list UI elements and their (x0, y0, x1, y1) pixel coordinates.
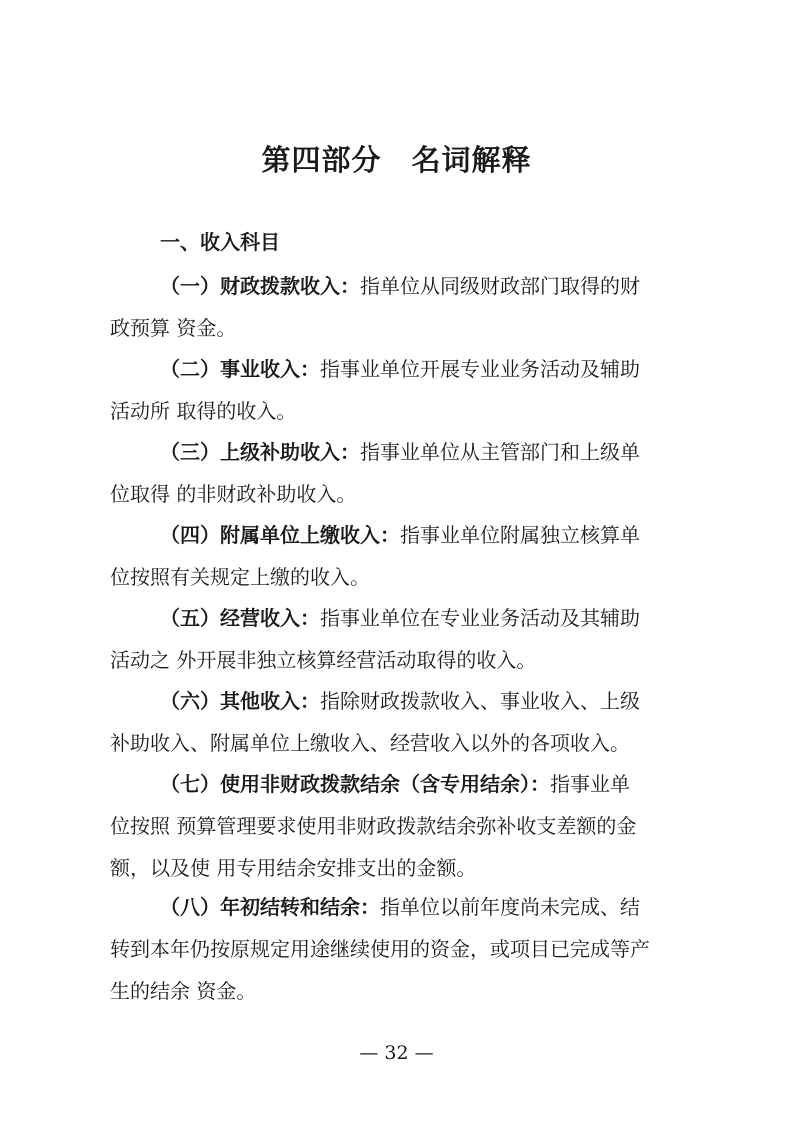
definition: 指事业单位在专业业务活动及其辅助 (320, 606, 640, 630)
page-number: — 32 — (359, 1042, 434, 1064)
section-heading: 一、收入科目 (160, 230, 280, 254)
definition-line: 生的结余 资金。 (110, 979, 257, 1003)
term: （七）使用非财政拨款结余（含专用结余）： (160, 772, 550, 796)
term: （四）附属单位上缴收入： (160, 523, 400, 547)
definition: 指事业单位附属独立核算单 (400, 523, 640, 547)
definition-line: 转到本年仍按原规定用途继续使用的资金，或项目已完成等产 (110, 937, 650, 961)
paragraph (110, 763, 670, 889)
definition: 指单位以前年度尚未完成、结 (380, 895, 640, 919)
term: （六）其他收入： (160, 689, 320, 713)
paragraph (110, 886, 670, 1012)
definition: 指事业单位从主管部门和上级单 (360, 440, 640, 464)
definition-line: 额，以及使 用专用结余安排支出的金额。 (110, 856, 477, 880)
paragraph (110, 348, 670, 432)
definition: 指事业单 (550, 772, 630, 796)
title-part: 名词解释 (411, 143, 532, 177)
paragraph (110, 431, 670, 515)
paragraph (110, 265, 670, 349)
title-part: 第四部分 (261, 143, 382, 177)
definition-line: 活动之 外开展非独立核算经营活动取得的收入。 (110, 648, 537, 672)
definition-line: 位按照有关规定上缴的收入。 (110, 565, 370, 589)
definition-line: 位按照 预算管理要求使用非财政拨款结余弥补收支差额的金 (110, 814, 637, 838)
definition: 指单位从同级财政部门取得的财 (360, 274, 640, 298)
term: （五）经营收入： (160, 606, 320, 630)
term: （二）事业收入： (160, 357, 320, 381)
paragraph (110, 514, 670, 598)
definition-line: 政预算 资金。 (110, 316, 237, 340)
term: （一）财政拨款收入： (160, 274, 360, 298)
definition-line: 补助收入、附属单位上缴收入、经营收入以外的各项收入。 (110, 731, 630, 755)
definition-line: 位取得 的非财政补助收入。 (110, 482, 357, 506)
term: （八）年初结转和结余： (160, 895, 380, 919)
page-title (0, 138, 793, 179)
definition: 指事业单位开展专业业务活动及辅助 (320, 357, 640, 381)
definition: 指除财政拨款收入、事业收入、上级 (320, 689, 640, 713)
paragraph (110, 680, 670, 764)
term: （三）上级补助收入： (160, 440, 360, 464)
definition-line: 活动所 取得的收入。 (110, 399, 297, 423)
paragraph (110, 597, 670, 681)
